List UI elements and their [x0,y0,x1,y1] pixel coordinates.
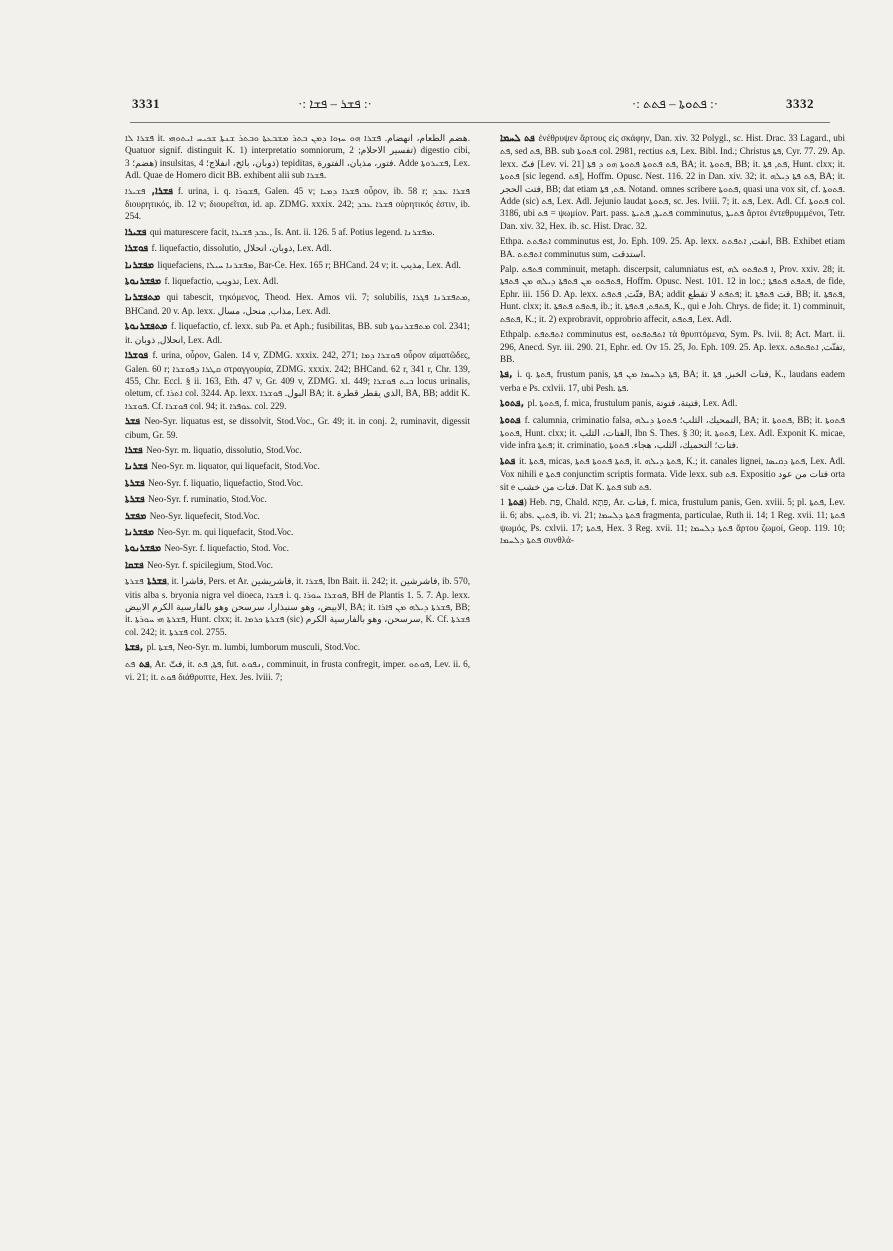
entry-headword: ܦܬܐ, [500,369,518,381]
entry-headword: ܦܫܪܢܐ [125,461,152,473]
entry-text: Palp. ܦܬܦܬ comminuit, metaph. discerpsit, calumniatus est, ܐ ܦܬܦܬܘ ܠܗ, Prov. xxiv. 28; it. ܦܬܦܬܘ ܡܢ ܦܬܦܬܐ ܕܝܠܗ ܡܢ ܦܬܦܬܐ, Hoffm. Opusc. Nest. 101. 12 in loc.; ܦܬܦܬ ܦܬܦܬܐ, de fide, Ephr. iii. 156 D. Ap. lexx. فتّت, ܦܬܦܬ, BA; addit ܦܬܦܬ لا تقطع; it. فت ܦܬܦܬܐ, BB; it. ܦܬܦܬܐ, Hunt. clxx; it. ܦܬܦܬ ܦܬܦܬܐ, ib.; it. ܦܬܦܬ, ܦܬܦܬܐ, K., qui e Joh. Chrys. de fide; it. 1) comminuit, ܦܬܦܬ, K.; it. 2) exprobravit, opprobrio affecit, ܦܬܦܬ, Lex. Adl. [500,264,845,324]
entry-text: Neo-Syr. liquefecit, Stod.Voc. [149,510,260,521]
dictionary-entry [125,542,470,555]
dictionary-entry [500,235,845,260]
entry-headword: ܡܬܦܫܪܢܘܬܐ [125,321,171,333]
dictionary-entry [125,320,470,346]
left-running-title: ·: ܦܫܪ – ܦܫܐ :· [298,96,372,111]
entry-text: pl. ܦܬܘܬܐ, f. mica, frustulum panis, فتيتة، فتوتة, Lex. Adl. [527,398,738,409]
entry-text: Ethpa. ܐܬܦܬܬ comminutus est, Jo. Eph. 109. 25. Ap. lexx. انفت, ܐܬܦܬܬ, BB. Exhibet etiam BA. ܐܬܦܬܬ comminutus sum, استدقت. [500,236,845,259]
entry-text: i. q. ܦܬܬܐ, frustum panis, ܦܬܐ ܕܠܚܡܐ ܡܢ ܦܬܐ, BA; it. فتات الخبز, ܦܬܐ, K., laudans eadem verba e Ps. cxlvii. 17, ubi Pesh. ܦܬܐ. [500,369,845,393]
entry-text: ܦܫܪܬܐ, it. فاشرا, Pers. et Ar. فاشريشين, it. ܦܫܪܐ, Ibn Bait. ii. 242; it. فاشرشين, ib. 570, vitis alba s. bryonia nigra vel dioeca, ܦܫܪܐ i. q. ܦܘܫܪܐ ܚܘܪܐ, BH de Plantis 1. 5. 7. Ap. lexx. الابيض، وهو سنبذارا، سرسحن وهو بالفارسية الكرم الابيض, BA; it. ܦܫܪܬܐ ܕܝܠܗ ܡܢ ܦܐܪܐ, BB; it. ܦܫܪܬܐ ܗܝ ܚܘܪܬܐ, Hunt. clxx; it. ܦܫܪܬܐ ܟܪܡܐ (sic) سرسحن، وهو بالفارسية الكرم, K. Cf. ܦܫܪܬܐ col. 242; it. ܦܫܪܬܐ col. 2755. [125,576,470,637]
entry-headword: ܦܬ ܠܚܡܐ [500,133,539,144]
entry-text: f. liquefactio, تذويب, Lex. Adl. [164,276,279,287]
entry-headword: ܡܦܫܪܢܘܬܐ [125,543,165,555]
entry-headword: ܦܫܪܬܐ [125,477,149,489]
entry-headword: ܡܦܫܪ [125,510,150,522]
entry-headword: ܦܘܫܪܐ [125,350,153,362]
dictionary-entry [500,496,845,547]
entry-headword: ܦܬܬܐ [504,496,524,508]
left-column [125,132,470,1237]
entry-text: ܦܬ, Ar. فتّ, it. ܦܬܐ, ܦܬ, fut. ܢܦܘܬ, comminuit, in frusta confregit, imper. ܦܘܬܘ, Lev. ii. 6, vi. 21; it. ܦܘܬ διάθρυπτε, Hex. Jes. lviii. 7; [125,658,470,683]
dictionary-entry [500,328,845,365]
entry-text: Neo-Syr. m. qui liquefacit, Stod.Voc. [157,526,294,537]
entry-headword: ܦܬܘܬܐ [500,414,525,426]
entry-headword: ܦܫܪܐ [125,444,147,456]
entry-text: f. liquefactio, dissolutio, ذوبان، انحلال, Lex. Adl. [151,243,332,254]
entry-headword: ܦܫܝܪܐ [125,226,150,238]
entry-text: Neo-Syr. m. liquator, qui liquefacit, Stod.Voc. [151,461,320,472]
dictionary-entry [125,559,470,572]
dictionary-entry [500,414,845,452]
right-page-number: 3332 [786,96,814,111]
entry-text: pl. ܦܫܬܐ, Neo-Syr. m. lumbi, lumborum musculi, Stod.Voc. [146,642,361,653]
dictionary-entry [125,460,470,473]
dictionary-entry [125,132,470,182]
entry-headword: ܦܬܘܬܐ, [500,398,528,410]
dictionary-entry [125,526,470,539]
header-rule [130,122,830,123]
entry-text: Neo-Syr. f. ruminatio, Stod.Voc. [148,494,267,505]
entry-headword: ܦܫܪܐ, [145,185,173,197]
entry-text: f. calumnia, criminatio falsa, التمحيك، الثلب؛ ܦܬܘܬܐ ܕܝܠܗ, BA; it. ܦܬܘܬܐ, BB; it. ܦܬܘܬܐ ܦܬܘܬܐ, Hunt. clxx; it. الفتات، الثلب, Ibn S. Thes. § 30; it. ܦܬܘܬܐ, Lex. Adl. Exponit K. micae, vide infra ܦܬܬܐ; it. criminatio, فتات؛ التحميك، الثلب، هجاء. ܦܬܘܬܐ. [500,414,845,451]
dictionary-entry [500,455,845,493]
entry-headword: ܡܬܦܫܪܢܐ [125,292,167,304]
entry-headword: ܡܦܫܪܢܐ [125,259,158,271]
entry-headword: ܦܫܪ [125,416,145,428]
dictionary-entry [125,510,470,523]
entry-text: liquefaciens, ܡܦܫܪܢܐ ܚܝܠܐ, Bar-Ce. Hex. 165 r; BHCand. 24 v; it. مذيب, Lex. Adl. [157,259,461,270]
dictionary-entry [125,242,470,255]
dictionary-entry [500,263,845,325]
right-column [500,132,845,1237]
dictionary-entry [500,368,845,394]
dictionary-entry [125,415,470,441]
entry-text: it. ܦܬܬܐ, micas, ܦܬܬܐ ܦܬܘܬܐ ܦܬܬܐ, it. ܦܬܬܐ ܕܝܠܗ, K.; it. canales lignei, ܦܬܬܐ ܕܩܝܣܐ, Lex. Adl. Vox nihili e ܦܬܬܐ conjunctim scriptis formata. Vide lexx. sub ܦܬ. Expositio فتات من عود orta sit e فتات من خشب. Dat K. ܦܬܬܐ sub ܦܬ. [500,455,845,492]
entry-headword: ܦܫܪܬܐ [125,494,149,506]
dictionary-entry [125,275,470,288]
right-running-title: ·: ܦܬܘܬܐ – ܦܬܬ :· [631,96,719,111]
left-page-number: 3331 [132,96,160,111]
entry-text: ܦܫܪܐ ܠܐ it. هضم الطعام، انهضام. ܦܫܪܐ ܗܘ ܚܙܘܐ ܕܡܢ ܒܬܪ ܡܫܒܥܬܐ ܘܒܬܪ ܫܢܬܐ ܫܟܝܚ ܐܝܬܘܗܝ. Quatuor signif. distinguit K. 1) interpretatio somniorum, تفسير الاحلام; 2) digestio cibi, هضم؛ 3) insulsitas, ذوبان، بائخ، انفلاج؛ 4) tepiditas, فتور، مذيان، الفتورة. Adde ܦܫܝܪܘܬܐ, Lex. Adl. Quae de Homero dicit BB. exhibent alii sub ܦܫܪܐ. [125,133,470,181]
dictionary-entry [125,185,470,223]
entry-text: Neo-Syr. f. liquefactio, Stod. Voc. [164,543,289,554]
entry-text: f. liquefactio, cf. lexx. sub Pa. et Aph.; fusibilitas, BB. sub ܡܬܦܫܪܢܘܬܐ col. 2341; it. انحلال, ذوبان, Lex. Adl. [125,321,470,345]
entry-text: Neo-Syr. m. liquatio, dissolutio, Stod.Voc. [146,444,302,455]
entry-text: Neo-Syr. f. liquatio, liquefactio, Stod.Voc. [148,477,304,488]
entry-headword: ܦܬ [135,658,150,670]
entry-text: Ethpalp. ܐܬܦܬܦܬ comminutus est, ܐܬܦܬܦܬܘ τὰ θρυπτόμενα, Sym. Ps. lvii. 8; Act. Mart. ii. 296, Anecd. Syr. iii. 290. 21, Ephr. ed. Ov 15. 25, Jo. Eph. 109. 25. Ap. lexx. تفتّت, ܐܬܦܬܦܬ, BB. [500,329,845,364]
entry-headword: ܦܘܫܪܐ [125,243,152,255]
dictionary-entry [125,477,470,490]
entry-text: qui maturescere facit, ܥܒܕ ܦܫܝܪܐ, Is. Ant. ii. 126. 5 af. Potius legend. ܡܦܫܪܢܐ. [149,226,435,237]
dictionary-entry [125,493,470,506]
entry-text: ܦܫܝܪܐ f. urina, i. q. ܦܫܘܪܐ, Galen. 45 v; ܦܫܪܐ ܕܡܝܐ οὖρον, ib. 58 r; ܦܫܪܐ ܥܒܕ διουρητικός, ib. 12 v; διουρεῖται, id. ap. ZDMG. xxxix. 242; ܦܫܪܐ ܥܒܕ οὐρητικός ἐστιν, ib. 254. [125,185,470,222]
dictionary-entry [125,259,470,272]
dictionary-entry [125,575,470,638]
entry-headword: ܡܦܫܪܢܐ [125,526,158,538]
dictionary-entry [500,397,845,410]
entry-text: qui tabescit, τηκόμενος, Theod. Hex. Amos vii. 7; solubilis, ܡܬܦܫܪܢܐ ܦܓܪܐ, BHCand. 20 v. Ap. lexx. مذاب, منحل، مسال, Lex. Adl. [125,292,470,316]
dictionary-entry [125,641,470,654]
dictionary-entry [500,132,845,232]
entry-text: f. urina, οὖρον, Galen. 14 v, ZDMG. xxxix. 242, 271; ܦܘܫܪܐ ܕܡܐ οὖρον αἱματῶδες, Galen. 60 r; ܩܛܪܐ ܕܦܘܫܪܐ στραγγουρία, ZDMG. xxxix. 242; BHCand. 62 r, 341 r, Chr. 139, 455, Chr. Eccl. § ii. 163, Eth. 47 v, Gr. 409 v, ZDMG. xl. 449; ܒܝܬ ܦܘܫܪܐ locus urinalis, oletum, cf. ܐܬܪܐ col. 3244. Ap. lexx. البول. ܦܘܫܪܐ BA; it. الذي يقطر قطرة, BA, BB; addit K. ܦܘܫܪܐ. Cf. ܦܘܫܪܐ col. 94; it. ܥܘܦܪܐ col. 229. [125,350,470,411]
entry-headword: ܡܦܫܪܢܘܬܐ [125,276,165,288]
entry-text: Neo-Syr. f. spicilegium, Stod.Voc. [147,559,273,570]
dictionary-entry [125,226,470,239]
dictionary-entry [125,291,470,317]
entry-text: Neo-Syr. liquatus est, se dissolvit, Stod.Voc., Gr. 49; it. in conj. 2, ruminavit, digessit cibum, Gr. 59. [125,416,470,440]
entry-headword: ܦܫܩܐ [125,559,148,571]
entry-text: 1) Heb. פַּת, Chald. פִּתָּא, Ar. فتات, f. mica, frustulum panis, Gen. xviii. 5; pl. ܦܬܬܐ, Lev. ii. 6; abs. ܦܬܝܢ, ib. vi. 21; ܦܬܬܐ ܕܠܚܡܐ fragmenta, particulae, Ruth ii. 14; 1 Reg. xvii. 11; ܦܬܬܐ ψωμός, Ps. cxlvii. 17; ܦܬܬܐ, Hex. 3 Reg. xvii. 11; ܦܬܬܐ ܕܠܚܡܐ ἄρτου ζωμοί, Geop. 119. 10; ܦܬܬܐ ܕܠܚܡܐ συνθλά- [500,496,845,546]
dictionary-entry [125,444,470,457]
entry-headword: ܦܫܬܐ, [125,642,147,654]
dictionary-entry [125,658,470,684]
dictionary-entry [125,349,470,412]
entry-headword: ܦܬܬܐ [500,455,520,467]
entry-text: ἐνέθρυψεν ἄρτους εἰς σκάφην, Dan. xiv. 32 Polygl., sc. Hist. Drac. 33 Lagard., ubi ܦܬ, sed ܦܬ, BB. sub ܦܬܘܬܐ col. 2981, rectius ܦܬ, Lex. Bibl. Ind.; Christus ܦܬܐ, Cyr. 77. 29. Ap. lexx. فتّ [Lev. vi. 21] ܦܬ ܦܬܘܬܐ ܦܬܘܬܐ ܗܘ ܕ ܦܬܐ, BA; it. ܦܬܘܬܐ, BB; it. ܦܬ, ܦܬܐ, Hunt. clxx; it. ܦܬܘܬܐ [sic legend. ܦܬ], Hoffm. Opusc. Nest. 116. 22 in Dan. xiv. 32; it. ܦܬ ܦܬܐ ܕܝܠܗ, BA; it. فتت الحجر, BB; dat etiam ܦܬ, ܦܬܐ. Notand. omnes scribere ܦܬܘܬܐ, quasi una vox sit, cf. ܦܬܘܬܐ. Adde (sic) ܦܬ, Lex. Adl. Jejunio laudat ܦܬܘܬܐ, sc. Jes. lviii. 7; it. ܦܬ, Lex. Adl. Cf. ܦܬܘܬܐ col. 3186, ubi ܦܬ = ψωμίον. Part. pass. ܦܬܝܬܐ, ܦܬܝܬܐ comminutus, ܦܬܝܬܐ ἄρτοι ἐντεθρυμμένοι, Tetr. Dan. xiv. 32, Hex. ib. sc. Hist. Drac. 32. [500,133,845,231]
entry-headword: ܦܫܪܬܐ [143,576,167,588]
page-header [0,96,893,118]
